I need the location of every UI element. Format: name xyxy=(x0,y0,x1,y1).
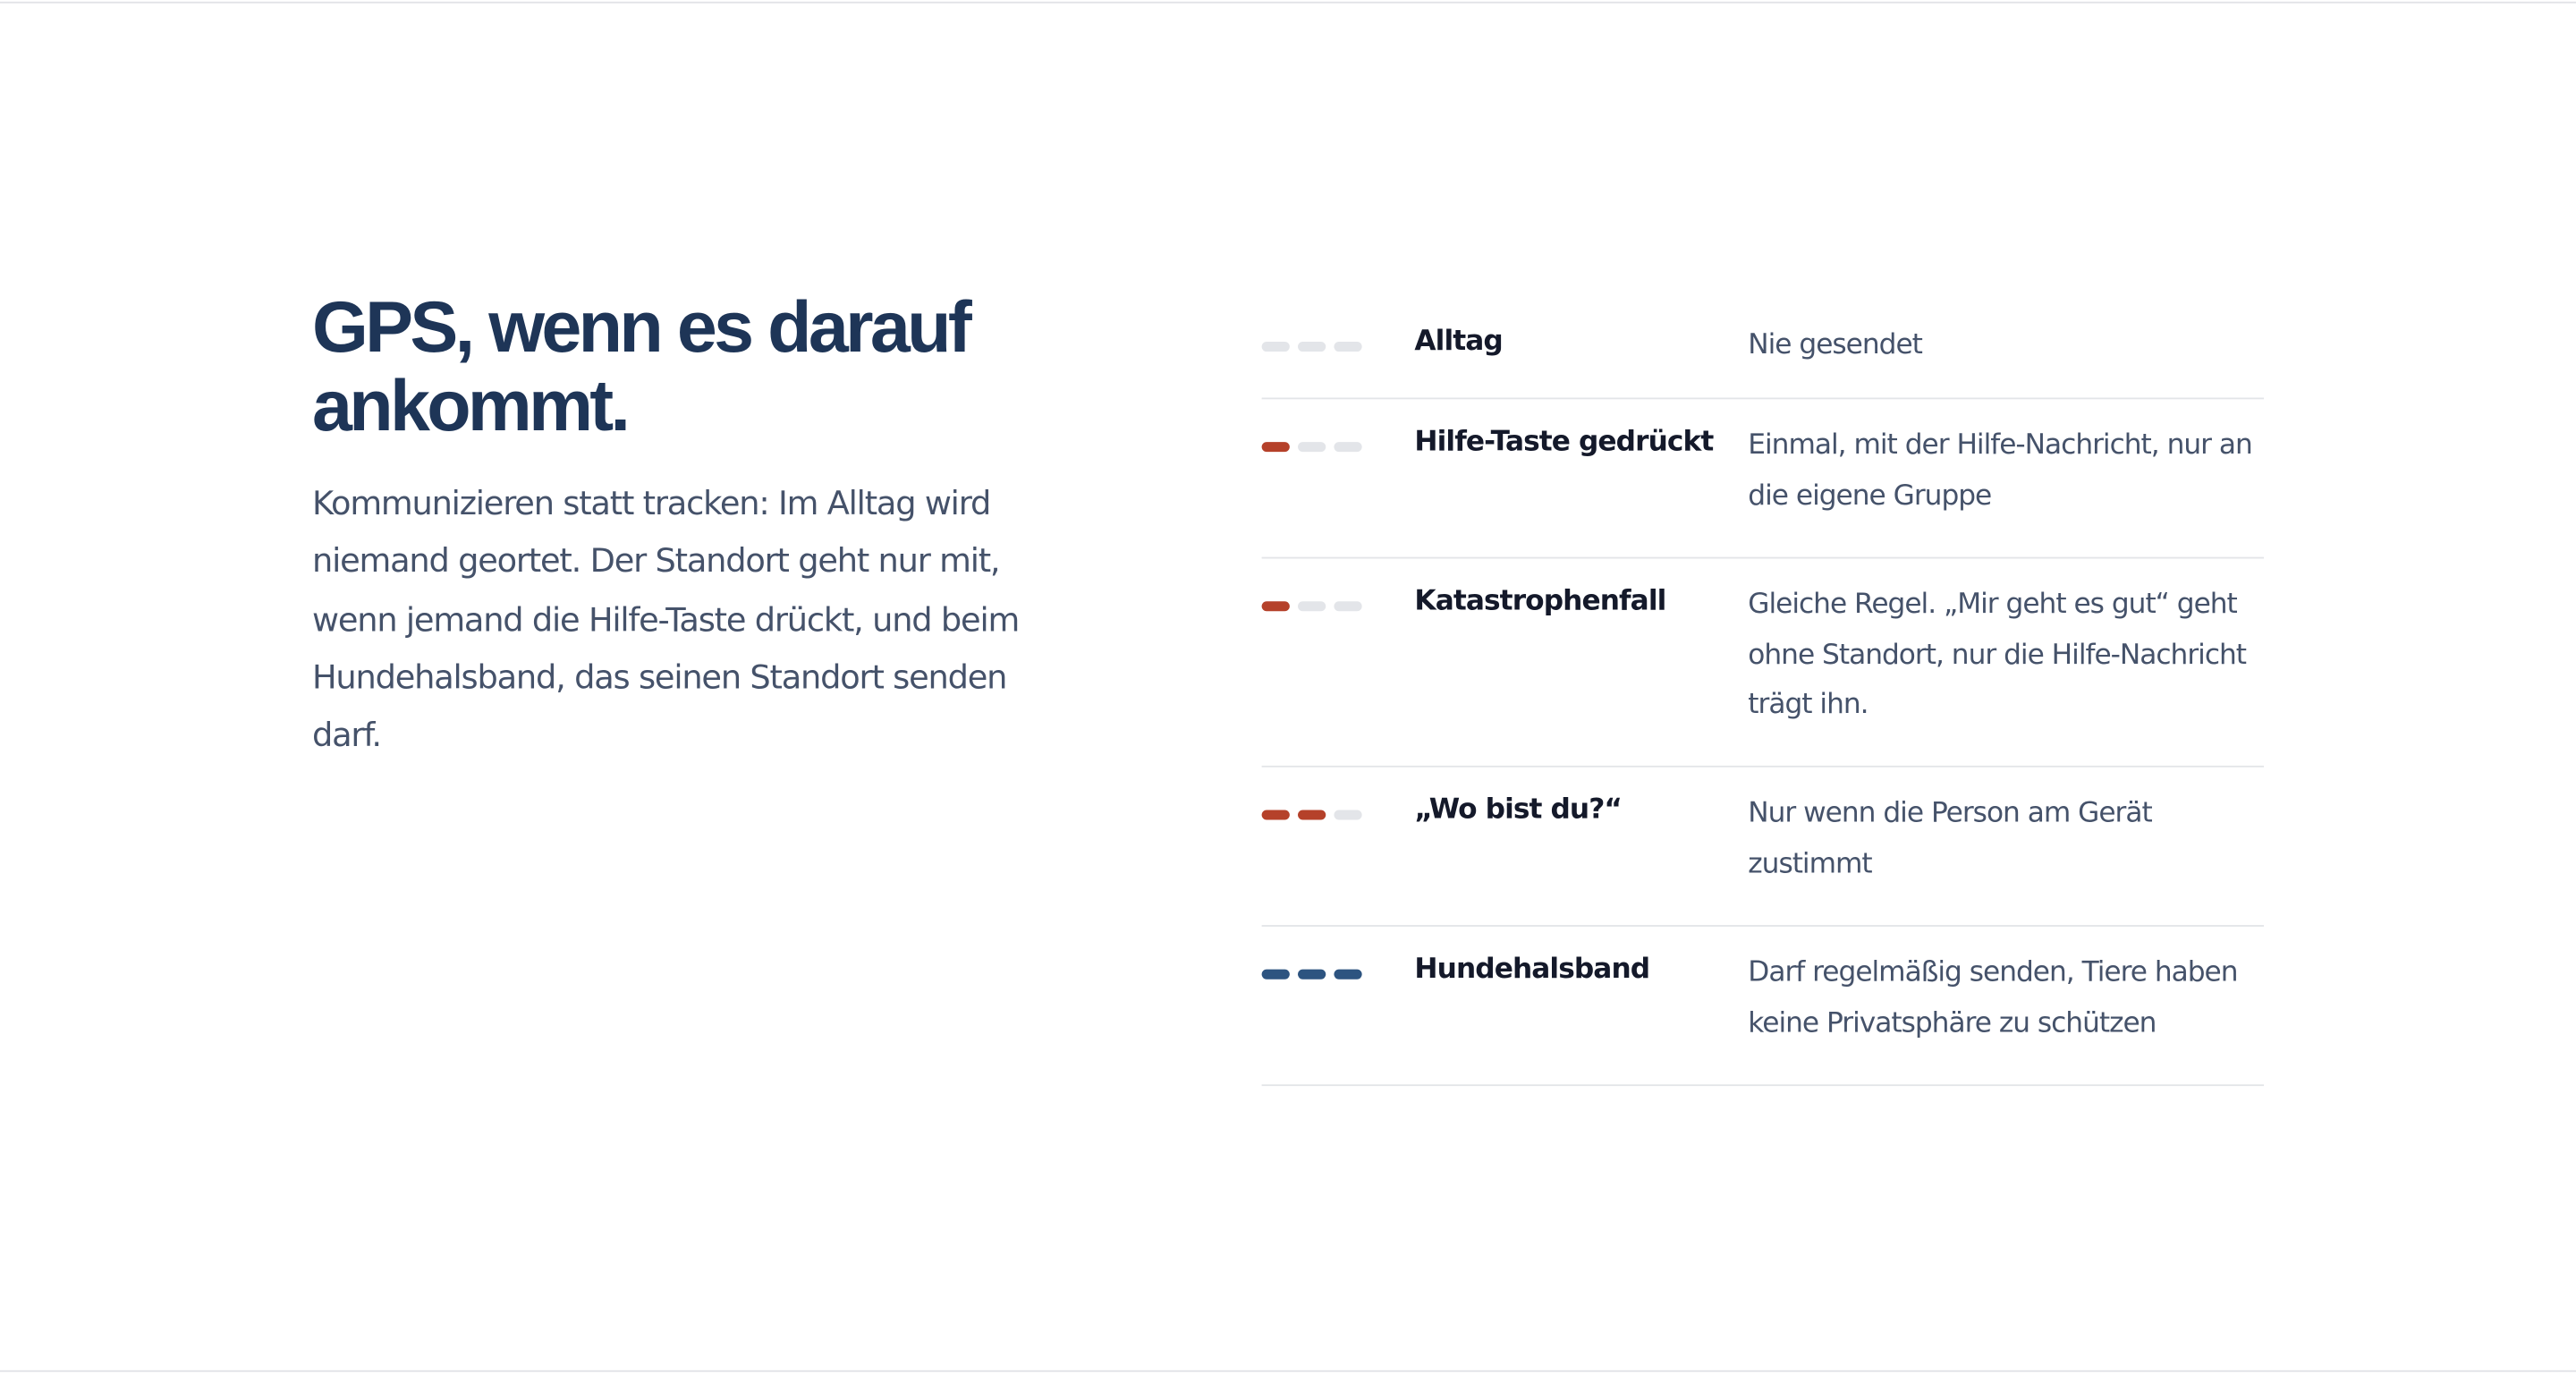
intro-column xyxy=(312,289,1068,765)
section-headline: GPS, wenn es darauf ankommt. xyxy=(311,287,970,447)
rule-description: Gleiche Regel. „Mir geht es gut“ geht ohne Standort, nur die Hilfe-Nachricht trägt ihn. xyxy=(1748,588,2247,722)
share-level-dash xyxy=(1298,342,1326,352)
share-level-dash xyxy=(1334,442,1361,452)
rule-label: Alltag xyxy=(1414,325,1503,359)
share-level-dash xyxy=(1334,342,1361,352)
rule-label: Hilfe-Taste gedrückt xyxy=(1414,425,1714,459)
share-level-dash xyxy=(1298,442,1326,452)
rule-label: Hundehalsband xyxy=(1414,953,1650,987)
share-level-dash xyxy=(1298,601,1326,611)
share-level-indicator xyxy=(1262,342,1370,352)
top-divider xyxy=(0,2,2576,4)
share-level-dash xyxy=(1334,601,1361,611)
share-level-dash xyxy=(1262,342,1290,352)
share-level-indicator xyxy=(1262,442,1370,452)
rule-row-wo-bist-du xyxy=(1262,768,2264,927)
share-level-dash xyxy=(1262,601,1290,611)
section-lead: Kommunizieren statt tracken: Im Alltag wird niemand geortet. Der Standort geht nur mit, wenn jemand die Hilfe-Taste drückt, und beim Hundehalsband, das seinen Standort senden darf. xyxy=(311,483,1020,755)
rule-row-katastrophenfall xyxy=(1262,558,2264,767)
share-level-dash xyxy=(1262,810,1290,820)
share-level-dash xyxy=(1334,810,1361,820)
rule-description: Nur wenn die Person am Gerät zustimmt xyxy=(1748,796,2152,880)
share-level-indicator xyxy=(1262,810,1370,820)
share-level-dash xyxy=(1334,970,1361,980)
share-level-dash xyxy=(1298,970,1326,980)
rule-label: „Wo bist du?“ xyxy=(1414,793,1623,827)
share-level-dash xyxy=(1262,442,1290,452)
rule-row-hilfe-taste xyxy=(1262,399,2264,558)
location-rules-table xyxy=(1262,299,2264,1086)
share-level-dash xyxy=(1298,810,1326,820)
rule-description: Einmal, mit der Hilfe-Nachricht, nur an die eigene Gruppe xyxy=(1748,428,2252,513)
share-level-indicator xyxy=(1262,970,1370,980)
share-level-indicator xyxy=(1262,601,1370,611)
rule-label: Katastrophenfall xyxy=(1414,584,1666,618)
rule-description: Nie gesendet xyxy=(1748,328,1922,362)
bottom-divider xyxy=(0,1370,2576,1372)
share-level-dash xyxy=(1262,970,1290,980)
rule-description: Darf regelmäßig senden, Tiere haben keine Privatsphäre zu schützen xyxy=(1748,955,2238,1039)
rule-row-alltag xyxy=(1262,299,2264,399)
rule-row-hundehalsband xyxy=(1262,927,2264,1086)
